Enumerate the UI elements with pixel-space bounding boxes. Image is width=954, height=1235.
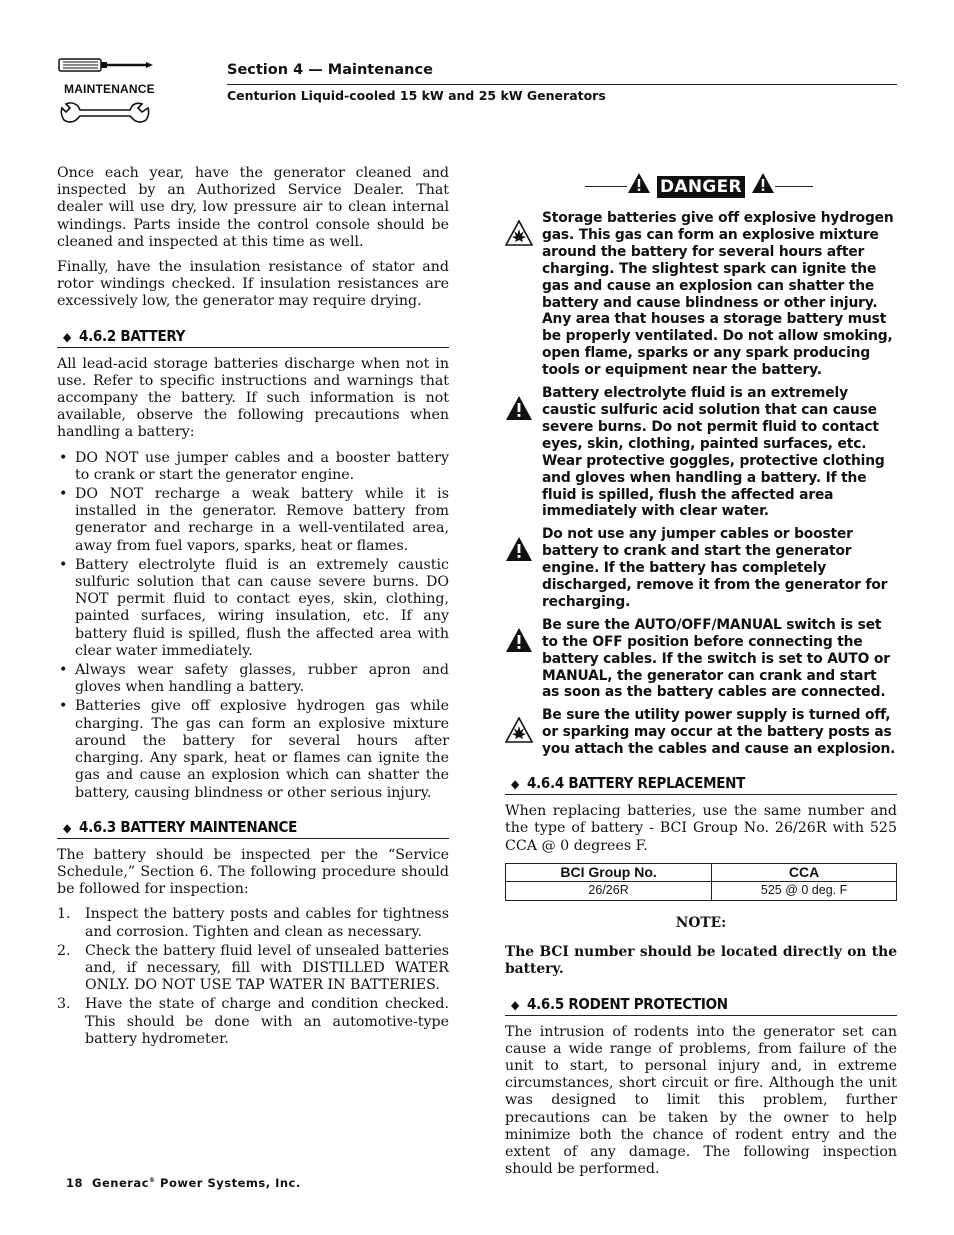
cleaning-paragraph: Once each year, have the generator cleaned and inspected by an Authorized Service Dealer. That dealer will use dry, low pressure air to clean internal windings. Parts inside the control console should be cleaned and inspected at this time as well.	[57, 165, 449, 250]
table-header-row	[506, 863, 897, 881]
note-body: The BCI number should be located directly on the battery.	[505, 944, 897, 978]
screwdriver-icon	[58, 56, 154, 76]
list-item: 2. Check the battery fluid level of unsealed batteries and, if necessary, fill with DISTILLED WATER ONLY. DO NOT USE TAP WATER IN BATTERIES.	[57, 942, 449, 994]
list-item: • Always wear safety glasses, rubber apron and gloves when handling a battery.	[57, 662, 449, 696]
maintenance-logo	[58, 56, 158, 128]
heading-rodent-protection: ◆ 4.6.5 RODENT PROTECTION	[505, 995, 897, 1016]
warning-electrolyte: Battery electrolyte fluid is an extremely caustic sulfuric acid solution that can cause severe burns. Do not permit fluid to contact eyes, skin, clothing, painted surfaces, etc. Wear protective goggles, protective clothing and gloves when handling a battery. If the fluid is spilled, flush the affected area immediately with clear water.	[505, 385, 897, 520]
page-number: 18	[66, 1176, 84, 1190]
list-item: 3. Have the state of charge and condition checked. This should be done with an automotive-type battery hydrometer.	[57, 996, 449, 1047]
danger-label: DANGER	[657, 176, 745, 198]
battery-precautions	[57, 450, 449, 802]
heading-battery: ◆ 4.6.2 BATTERY	[57, 327, 449, 348]
table-header-cell: BCI Group No.	[506, 863, 712, 881]
warning-triangle-icon	[505, 536, 533, 562]
explosion-hazard-icon	[505, 220, 533, 246]
warning-switch-position: Be sure the AUTO/OFF/MANUAL switch is set to the OFF position before connecting the battery cables. If the switch is set to AUTO or MANUAL, the generator can crank and start as soon as the battery cables are connected.	[505, 617, 897, 702]
warning-triangle-icon	[627, 172, 651, 194]
warning-triangle-icon	[505, 395, 533, 421]
warning-utility-power: Be sure the utility power supply is turned off, or sparking may occur at the battery posts as you attach the cables and cause an explosion.	[505, 707, 897, 758]
section-title: Section 4 — Maintenance	[227, 62, 433, 78]
diamond-icon: ◆	[511, 997, 520, 1012]
right-column	[505, 170, 897, 1186]
insulation-paragraph: Finally, have the insulation resistance of stator and rotor windings checked. If insulation resistances are excessively low, the generator may require drying.	[57, 259, 449, 310]
warning-triangle-icon	[751, 172, 775, 194]
left-column	[57, 165, 449, 1056]
list-item: 1. Inspect the battery posts and cables for tightness and corrosion. Tighten and clean as necessary.	[57, 906, 449, 940]
document-subtitle: Centurion Liquid-cooled 15 kW and 25 kW Generators	[227, 88, 606, 103]
warning-jumper-cables: Do not use any jumper cables or booster battery to crank and start the generator engine. If the battery has completely discharged, remove it from the generator for recharging.	[505, 526, 897, 611]
table-cell: 26/26R	[588, 883, 629, 898]
explosion-hazard-icon	[505, 717, 533, 743]
warning-hydrogen: Storage batteries give off explosive hydrogen gas. This gas can form an explosive mixture around the battery for several hours after charging. The slightest spark can ignite the gas and cause an explosion can shatter the battery and cause blindness or other injury. Any area that houses a storage battery must be properly ventilated. Do not allow smoking, open flame, sparks or any spark producing tools or equipment near the battery.	[505, 210, 897, 379]
wrench-icon	[58, 100, 154, 128]
battery-intro: All lead-acid storage batteries discharge when not in use. Refer to specific instructions and warnings that accompany the battery. If such information is not available, observe the following precautions when handling a battery:	[57, 355, 449, 441]
list-item: • DO NOT recharge a weak battery while it is installed in the generator. Remove battery from generator and recharge in a well-ventilated area, away from fuel vapors, sparks, heat or flames.	[57, 486, 449, 555]
heading-battery-replacement: ◆ 4.6.4 BATTERY REPLACEMENT	[505, 774, 897, 795]
inspection-steps	[57, 906, 449, 1048]
danger-header	[505, 170, 897, 200]
table-cell: 525 @ 0 deg. F	[712, 881, 897, 900]
rodent-paragraph: The intrusion of rodents into the generator set can cause a wide range of problems, from failure of the unit to start, to personal injury and, in extreme circumstances, short circuit or fire. Although the unit was designed to limit this problem, further precautions can be taken by the owner to help minimize both the chance of rodent entry and the extent of any damage. The following inspection should be performed.	[505, 1023, 897, 1178]
logo-label: MAINTENANCE	[64, 82, 155, 96]
diamond-icon: ◆	[511, 777, 520, 792]
note-heading: NOTE:	[675, 914, 727, 931]
maintenance-intro: The battery should be inspected per the “Service Schedule,” Section 6. The following procedure should be followed for inspection:	[57, 846, 449, 898]
diamond-icon: ◆	[63, 329, 72, 344]
list-item: • Batteries give off explosive hydrogen gas while charging. The gas can form an explosive mixture around the battery for several hours after charging. Any spark, heat or flames can ignite the gas and cause an explosion which can shatter the battery, causing blindness or other serious injury.	[57, 698, 449, 801]
bci-table	[505, 863, 897, 901]
table-header-cell: CCA	[712, 863, 897, 881]
header-rule	[227, 84, 897, 85]
diamond-icon: ◆	[63, 820, 72, 835]
list-item: • DO NOT use jumper cables and a booster battery to crank or start the generator engine.	[57, 450, 449, 484]
heading-battery-maintenance: ◆ 4.6.3 BATTERY MAINTENANCE	[57, 818, 449, 839]
list-item: • Battery electrolyte fluid is an extremely caustic sulfuric solution that can cause severe burns. DO NOT permit fluid to contact eyes, skin, clothing, painted surfaces, wiring insulation, etc. If any battery fluid is spilled, flush the affected area with clear water immediately.	[57, 557, 449, 660]
warning-triangle-icon	[505, 627, 533, 653]
page-footer: 18 Generac® Power Systems, Inc.	[66, 1176, 301, 1190]
company-name: Generac	[92, 1176, 150, 1190]
replacement-paragraph: When replacing batteries, use the same number and the type of battery - BCI Group No. 26/26R with 525 CCA @ 0 degrees F.	[505, 803, 897, 854]
table-row	[506, 881, 897, 900]
